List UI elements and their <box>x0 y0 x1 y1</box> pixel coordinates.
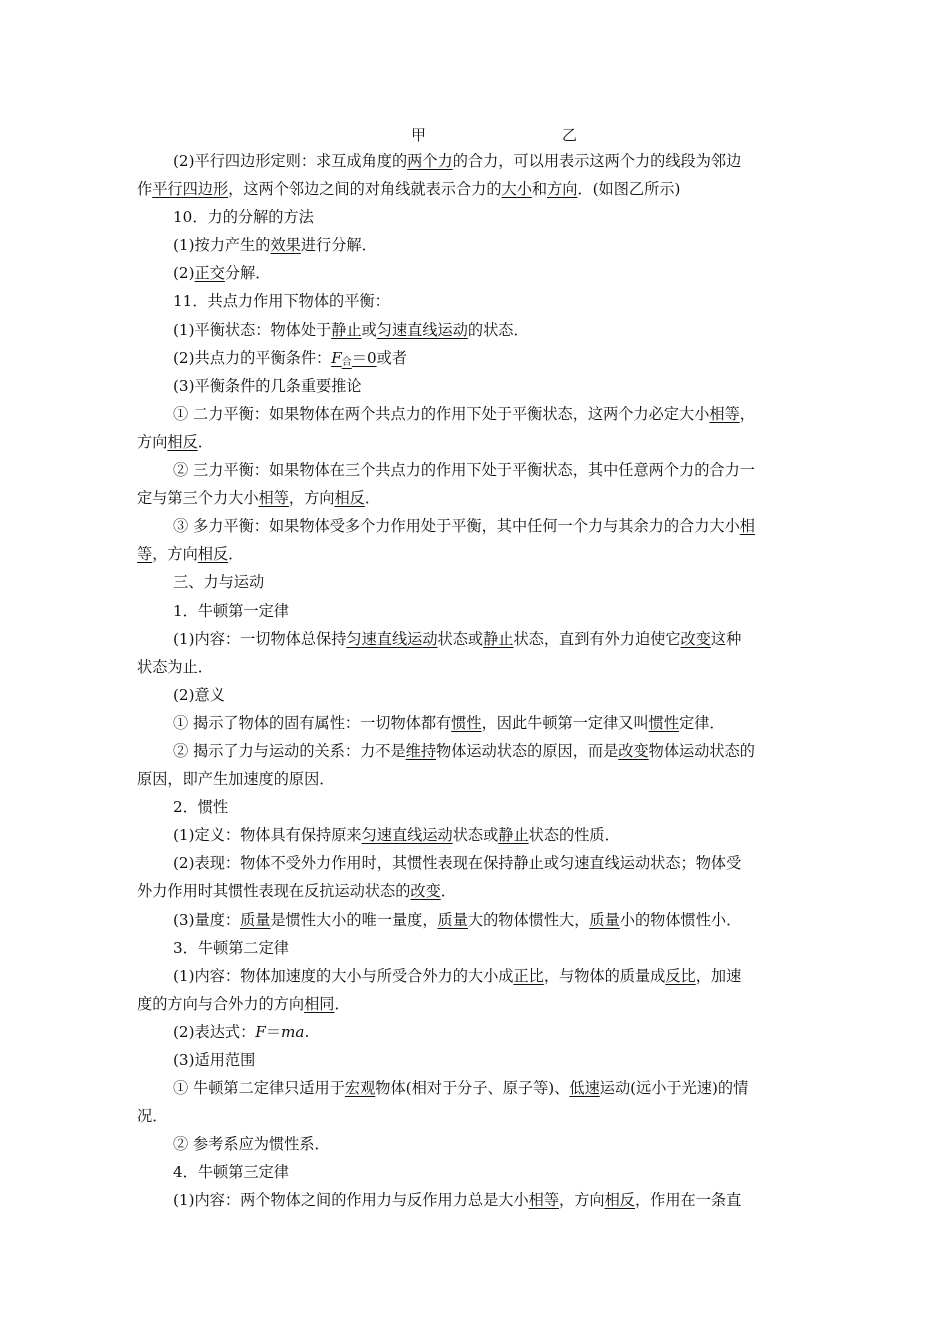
text-line <box>137 681 817 709</box>
text-line <box>137 737 817 765</box>
text-line <box>137 540 817 568</box>
text-line <box>137 1102 817 1130</box>
underlined-answer: 相 <box>739 517 755 536</box>
text-run: ， <box>739 404 755 423</box>
text-line <box>137 1018 817 1046</box>
document-body <box>137 147 817 1215</box>
text-run: 10．力的分解的方法 <box>173 208 314 227</box>
underlined-answer: 平行四边形 <box>152 180 229 199</box>
text-run: 4．牛顿第三定律 <box>173 1163 289 1182</box>
text-line <box>137 1130 817 1158</box>
text-run: 小的物体惯性小． <box>619 910 742 929</box>
text-line <box>137 877 817 905</box>
text-run: 原因，即产生加速度的原因． <box>137 770 335 789</box>
text-run: ，与物体的质量成 <box>543 966 666 985</box>
underlined-answer: 反比 <box>665 966 696 985</box>
text-run: 1．牛顿第一定律 <box>173 601 289 620</box>
text-run: 状态的性质． <box>528 826 620 845</box>
text-run: (1)定义：物体具有保持原来 <box>173 826 362 845</box>
text-line <box>137 653 817 681</box>
underlined-answer: 改变 <box>410 882 441 901</box>
underlined-answer: 正交 <box>194 264 225 283</box>
text-line <box>137 344 817 372</box>
underlined-answer: 宏观 <box>344 1079 376 1098</box>
text-line <box>137 625 817 653</box>
text-run: ＝ <box>265 1022 281 1041</box>
text-line <box>137 1158 817 1186</box>
text-line <box>137 1074 817 1102</box>
text-line <box>137 962 817 990</box>
underlined-answer: 匀速直线运动 <box>361 826 453 845</box>
underlined-answer: 方向 <box>547 180 578 199</box>
text-line <box>137 231 817 259</box>
text-run: ① 二力平衡：如果物体在两个共点力的作用下处于平衡状态，这两个力必定大小 <box>173 404 710 423</box>
text-line <box>137 1046 817 1074</box>
text-run: . <box>304 1022 310 1041</box>
text-line <box>137 456 817 484</box>
text-run: (2)表达式： <box>173 1022 256 1041</box>
underlined-answer: ＝0 <box>351 348 377 367</box>
text-run: 况． <box>137 1107 168 1126</box>
text-run: ． <box>334 994 350 1013</box>
text-run: ① 揭示了物体的固有属性：一切物体都有 <box>173 713 452 732</box>
text-run: 物体运动状态的原因，而是 <box>436 741 619 760</box>
text-run: (2)表现：物体不受外力作用时，其惯性表现在保持静止或匀速直线运动状态；物体受 <box>173 854 742 873</box>
underlined-answer: 质量 <box>240 910 271 929</box>
text-run: 定律． <box>679 713 725 732</box>
text-run: 11．共点力作用下物体的平衡： <box>173 292 390 311</box>
text-run: 和 <box>531 180 548 199</box>
text-run: 运动(远小于光速)的情 <box>599 1079 749 1098</box>
text-line <box>137 821 817 849</box>
text-line <box>137 316 817 344</box>
text-run: 方向 <box>137 432 168 451</box>
text-line <box>137 400 817 428</box>
underlined-answer: 相同 <box>304 994 335 1013</box>
text-run: 度的方向与合外力的方向 <box>137 994 305 1013</box>
underlined-answer: 正比 <box>513 966 544 985</box>
text-run: (1)内容：两个物体之间的作用力与反作用力总是大小 <box>173 1191 529 1210</box>
text-run: (2)平行四边形定则：求互成角度的 <box>173 152 408 170</box>
underlined-answer: 改变 <box>680 629 711 648</box>
text-line <box>137 259 817 287</box>
text-line <box>137 428 817 456</box>
text-line <box>137 372 817 400</box>
text-line <box>137 568 817 596</box>
text-line <box>137 287 817 315</box>
text-run: (2) <box>173 264 195 283</box>
text-run: ． <box>440 882 456 901</box>
text-run: 外力作用时其惯性表现在反抗运动状态的 <box>137 882 411 901</box>
text-run: 状态或 <box>452 826 499 845</box>
text-run: ，因此牛顿第一定律又叫 <box>481 713 649 732</box>
figure-label-jia: 甲 <box>411 126 427 144</box>
text-run: (1)内容：一切物体总保持 <box>173 629 347 648</box>
underlined-answer: F <box>331 348 342 367</box>
text-run: (2)意义 <box>173 685 225 704</box>
text-line <box>137 175 817 203</box>
text-run: (3)量度： <box>173 910 241 929</box>
text-line <box>137 934 817 962</box>
text-run: 状态或 <box>437 629 484 648</box>
text-run: ③ 多力平衡：如果物体受多个力作用处于平衡，其中任何一个力与其余力的合力大小 <box>173 517 740 536</box>
text-run: ，方向 <box>152 545 198 564</box>
underlined-answer: 改变 <box>618 741 649 760</box>
underlined-answer: 匀速直线运动 <box>376 320 468 339</box>
underlined-answer: 相反 <box>604 1191 635 1210</box>
underlined-answer: 等 <box>137 545 153 564</box>
text-run: 状态，直到有外力迫使它 <box>513 629 681 648</box>
underlined-answer: 相等 <box>528 1191 560 1210</box>
underlined-answer: 两个力 <box>407 152 453 170</box>
underlined-answer: 静止 <box>331 320 362 339</box>
text-run: ．(如图乙所示) <box>577 180 681 199</box>
text-line <box>137 1186 817 1214</box>
text-line <box>137 512 817 540</box>
text-line <box>137 484 817 512</box>
text-run: 三、力与运动 <box>173 573 265 592</box>
text-line <box>137 147 817 175</box>
text-run: 的合力，可以用表示这两个力的线段为邻边 <box>452 152 742 170</box>
underlined-answer: 静止 <box>498 826 529 845</box>
text-line <box>137 793 817 821</box>
text-run: ，方向 <box>288 489 335 508</box>
underlined-answer: 相等 <box>709 404 740 423</box>
underlined-answer: 质量 <box>437 910 468 929</box>
text-run: 是惯性大小的唯一量度， <box>270 910 438 929</box>
text-run: 状态为止． <box>137 657 213 676</box>
text-run: (2)共点力的平衡条件： <box>173 348 332 367</box>
text-run: ② 揭示了力与运动的关系：力不是 <box>173 741 406 760</box>
underlined-answer: 相反 <box>197 545 229 564</box>
text-run: 进行分解． <box>300 236 377 255</box>
text-run: 物体(相对于分子、原子等)、 <box>375 1079 570 1098</box>
text-run: 3．牛顿第二定律 <box>173 938 289 957</box>
text-run: (3)适用范围 <box>173 1051 256 1069</box>
text-run: F <box>255 1022 266 1041</box>
text-run: 大的物体惯性大， <box>467 910 590 929</box>
figure-label-yi: 乙 <box>562 126 578 144</box>
underlined-answer: 效果 <box>270 236 301 255</box>
text-run: ． <box>228 545 244 564</box>
underlined-answer: 合 <box>341 356 352 368</box>
underlined-answer: 静止 <box>483 629 514 648</box>
underlined-answer: 质量 <box>589 910 620 929</box>
text-line <box>137 906 817 934</box>
underlined-answer: 相等 <box>258 489 289 508</box>
text-line <box>137 849 817 877</box>
text-run: ② 三力平衡：如果物体在三个共点力的作用下处于平衡状态，其中任意两个力的合力一 <box>173 461 755 480</box>
text-run: ② 参考系应为惯性系． <box>173 1135 330 1154</box>
text-run: ． <box>197 432 213 451</box>
text-run: 的状态． <box>467 320 529 339</box>
text-run: ，作用在一条直 <box>634 1191 742 1210</box>
text-run: (3)平衡条件的几条重要推论 <box>173 376 362 395</box>
text-line <box>137 765 817 793</box>
text-run: 物体运动状态的 <box>648 741 755 760</box>
text-run: 分解． <box>224 264 271 283</box>
text-run: 或 <box>361 320 377 339</box>
underlined-answer: 维持 <box>405 741 437 760</box>
text-line <box>137 203 817 231</box>
text-line <box>137 597 817 625</box>
text-run: ，方向 <box>559 1191 605 1210</box>
text-run: 2．惯性 <box>173 798 229 817</box>
text-line <box>137 990 817 1018</box>
text-run: 定与第三个力大小 <box>137 489 259 508</box>
text-run: ，加速 <box>695 966 742 985</box>
text-run: ① 牛顿第二定律只适用于 <box>173 1079 345 1098</box>
underlined-answer: 相反 <box>334 489 365 508</box>
underlined-answer: 惯性 <box>451 713 482 732</box>
text-run: 这种 <box>710 629 742 648</box>
text-run: 作 <box>137 180 153 199</box>
text-line <box>137 709 817 737</box>
text-run: (1)内容：物体加速度的大小与所受合外力的大小成 <box>173 966 514 985</box>
underlined-answer: 惯性 <box>648 713 680 732</box>
underlined-answer: 大小 <box>501 180 532 199</box>
text-run: ． <box>364 489 380 508</box>
figure-labels <box>0 124 950 144</box>
text-run: 或者 <box>376 348 407 367</box>
underlined-answer: 相反 <box>167 432 198 451</box>
text-run: (1)平衡状态：物体处于 <box>173 320 332 339</box>
text-run: ，这两个邻边之间的对角线就表示合力的 <box>228 180 502 199</box>
underlined-answer: 匀速直线运动 <box>346 629 438 648</box>
underlined-answer: 低速 <box>569 1079 600 1098</box>
text-run: ma <box>281 1022 305 1041</box>
text-run: (1)按力产生的 <box>173 236 271 255</box>
